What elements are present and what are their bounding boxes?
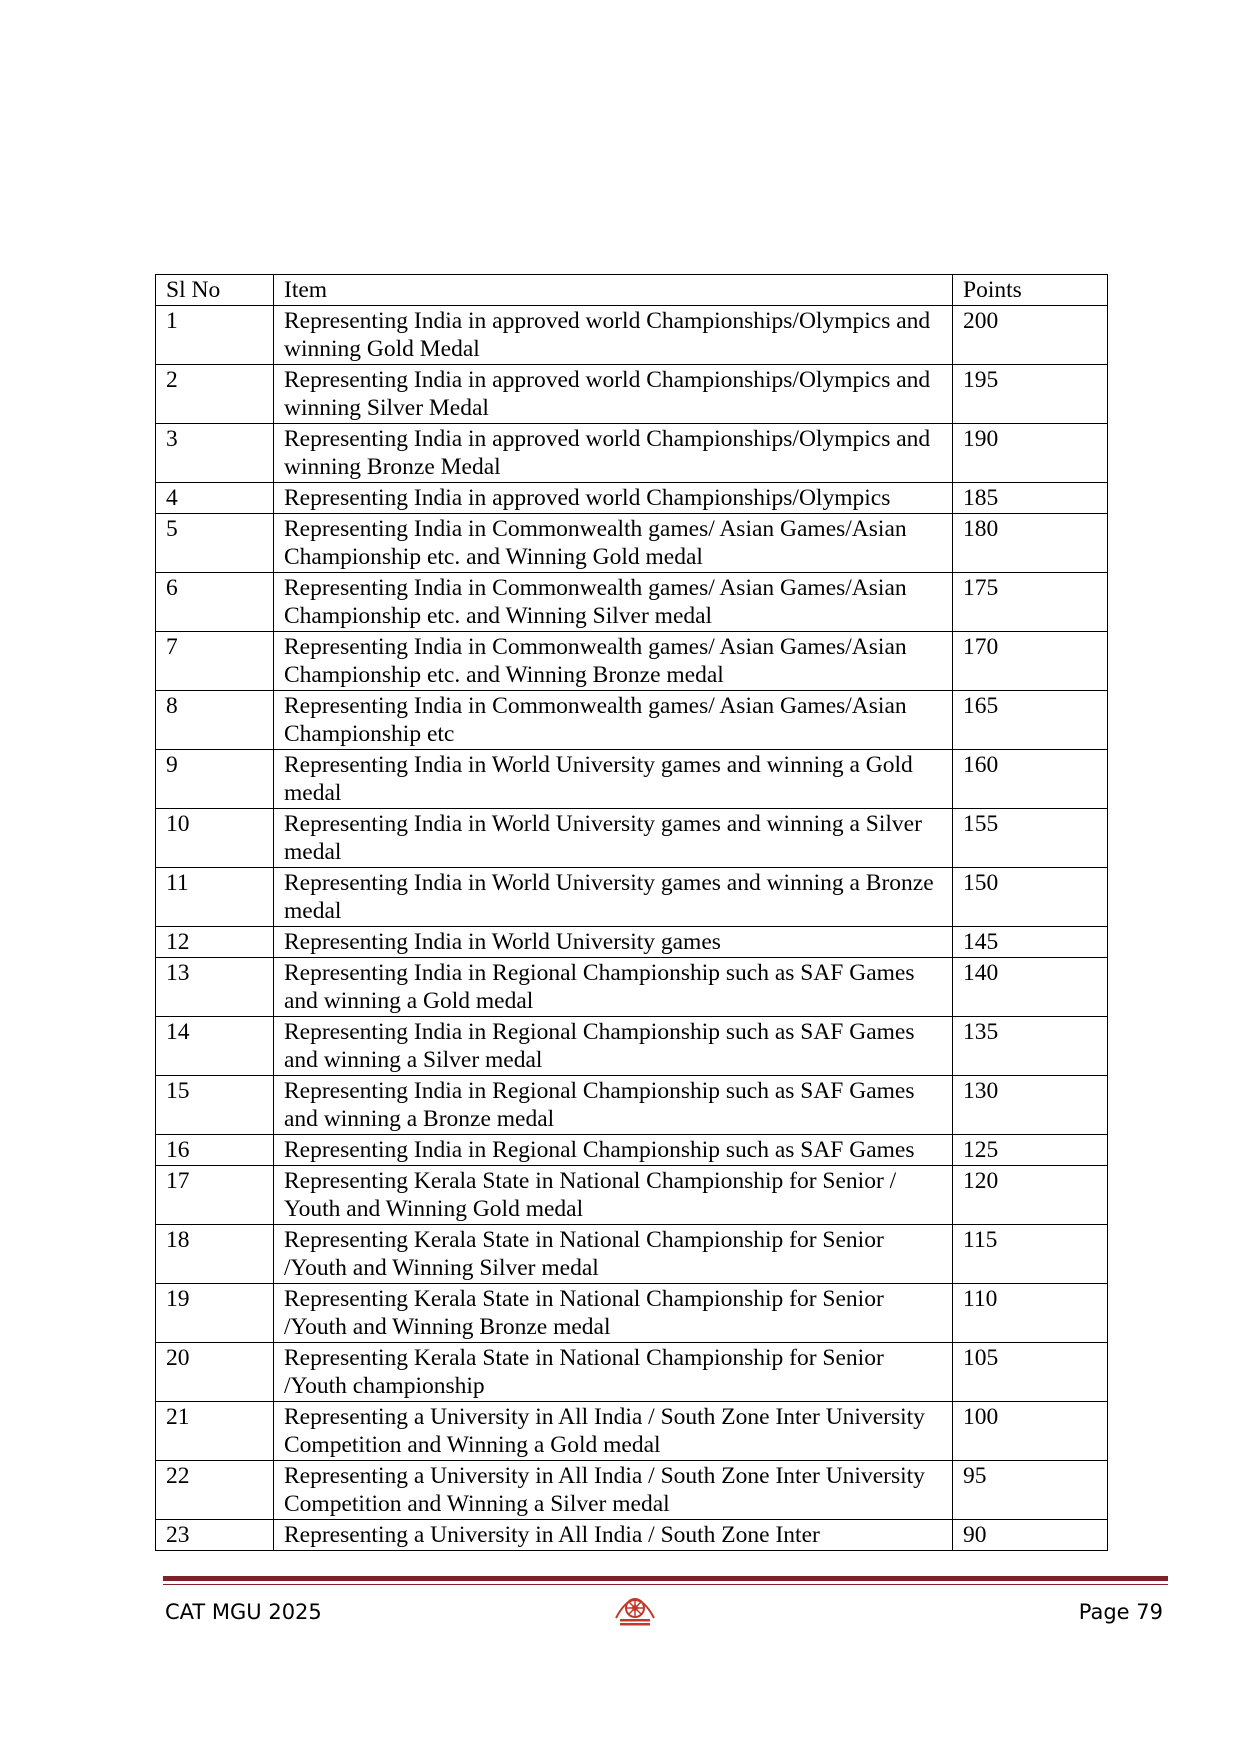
cell-sl-no: 20 <box>156 1343 274 1402</box>
cell-item: Representing India in Commonwealth games/ Asian Games/Asian Championship etc. and Winning Silver medal <box>274 573 953 632</box>
cell-points: 135 <box>953 1017 1108 1076</box>
cell-sl-no: 2 <box>156 365 274 424</box>
cell-points: 190 <box>953 424 1108 483</box>
table-body <box>156 306 1108 1551</box>
table-row <box>156 1017 1108 1076</box>
cell-points: 200 <box>953 306 1108 365</box>
cell-sl-no: 16 <box>156 1135 274 1166</box>
page-number: Page 79 <box>1078 1600 1163 1624</box>
cell-points: 90 <box>953 1520 1108 1551</box>
cell-sl-no: 14 <box>156 1017 274 1076</box>
table-row <box>156 424 1108 483</box>
cell-sl-no: 10 <box>156 809 274 868</box>
cell-item: Representing India in Commonwealth games/ Asian Games/Asian Championship etc <box>274 691 953 750</box>
cell-sl-no: 9 <box>156 750 274 809</box>
cell-sl-no: 4 <box>156 483 274 514</box>
table-row <box>156 1402 1108 1461</box>
header-item: Item <box>274 275 953 306</box>
cell-sl-no: 22 <box>156 1461 274 1520</box>
footer-rule-thick <box>163 1576 1168 1581</box>
table-row <box>156 514 1108 573</box>
cell-points: 145 <box>953 927 1108 958</box>
table-row <box>156 750 1108 809</box>
cell-item: Representing India in Regional Championship such as SAF Games and winning a Bronze medal <box>274 1076 953 1135</box>
cell-points: 110 <box>953 1284 1108 1343</box>
cell-item: Representing India in approved world Championships/Olympics and winning Bronze Medal <box>274 424 953 483</box>
cell-sl-no: 11 <box>156 868 274 927</box>
cell-sl-no: 18 <box>156 1225 274 1284</box>
cell-item: Representing India in approved world Championships/Olympics and winning Silver Medal <box>274 365 953 424</box>
table-row <box>156 1166 1108 1225</box>
cell-item: Representing India in World University games and winning a Bronze medal <box>274 868 953 927</box>
cell-points: 160 <box>953 750 1108 809</box>
table-row <box>156 809 1108 868</box>
cell-item: Representing India in Regional Championship such as SAF Games and winning a Gold medal <box>274 958 953 1017</box>
cell-points: 130 <box>953 1076 1108 1135</box>
table-row <box>156 1225 1108 1284</box>
cell-item: Representing India in approved world Championships/Olympics and winning Gold Medal <box>274 306 953 365</box>
footer-title: CAT MGU 2025 <box>165 1600 322 1624</box>
cell-item: Representing a University in All India / South Zone Inter University Competition and Winning a Silver medal <box>274 1461 953 1520</box>
cell-item: Representing India in approved world Championships/Olympics <box>274 483 953 514</box>
cell-points: 140 <box>953 958 1108 1017</box>
cell-item: Representing India in World University games <box>274 927 953 958</box>
cell-item: Representing India in World University games and winning a Silver medal <box>274 809 953 868</box>
university-emblem-icon <box>612 1588 658 1626</box>
cell-item: Representing India in Commonwealth games/ Asian Games/Asian Championship etc. and Winning Gold medal <box>274 514 953 573</box>
cell-sl-no: 17 <box>156 1166 274 1225</box>
cell-points: 105 <box>953 1343 1108 1402</box>
table-row <box>156 958 1108 1017</box>
table-row <box>156 483 1108 514</box>
cell-sl-no: 19 <box>156 1284 274 1343</box>
cell-item: Representing India in Commonwealth games/ Asian Games/Asian Championship etc. and Winning Bronze medal <box>274 632 953 691</box>
cell-sl-no: 8 <box>156 691 274 750</box>
table-row <box>156 1520 1108 1551</box>
cell-sl-no: 1 <box>156 306 274 365</box>
header-sl-no: Sl No <box>156 275 274 306</box>
cell-sl-no: 5 <box>156 514 274 573</box>
table-row <box>156 632 1108 691</box>
header-points: Points <box>953 275 1108 306</box>
table-row <box>156 1343 1108 1402</box>
cell-sl-no: 13 <box>156 958 274 1017</box>
cell-item: Representing India in Regional Championship such as SAF Games <box>274 1135 953 1166</box>
cell-points: 120 <box>953 1166 1108 1225</box>
cell-item: Representing Kerala State in National Championship for Senior /Youth and Winning Silver medal <box>274 1225 953 1284</box>
table-row <box>156 691 1108 750</box>
table-row <box>156 927 1108 958</box>
cell-points: 115 <box>953 1225 1108 1284</box>
table-row <box>156 573 1108 632</box>
table-row <box>156 1461 1108 1520</box>
cell-points: 150 <box>953 868 1108 927</box>
cell-item: Representing Kerala State in National Championship for Senior /Youth and Winning Bronze medal <box>274 1284 953 1343</box>
cell-points: 170 <box>953 632 1108 691</box>
cell-points: 100 <box>953 1402 1108 1461</box>
cell-item: Representing India in World University games and winning a Gold medal <box>274 750 953 809</box>
cell-points: 175 <box>953 573 1108 632</box>
table-row <box>156 868 1108 927</box>
table-row <box>156 306 1108 365</box>
cell-item: Representing Kerala State in National Championship for Senior / Youth and Winning Gold medal <box>274 1166 953 1225</box>
table-header-row <box>156 275 1108 306</box>
cell-points: 180 <box>953 514 1108 573</box>
table-row <box>156 1076 1108 1135</box>
cell-sl-no: 23 <box>156 1520 274 1551</box>
cell-points: 165 <box>953 691 1108 750</box>
cell-points: 195 <box>953 365 1108 424</box>
cell-sl-no: 21 <box>156 1402 274 1461</box>
cell-points: 185 <box>953 483 1108 514</box>
cell-sl-no: 15 <box>156 1076 274 1135</box>
cell-points: 155 <box>953 809 1108 868</box>
cell-sl-no: 3 <box>156 424 274 483</box>
points-table <box>155 274 1108 1551</box>
cell-sl-no: 12 <box>156 927 274 958</box>
cell-sl-no: 6 <box>156 573 274 632</box>
cell-item: Representing India in Regional Championship such as SAF Games and winning a Silver medal <box>274 1017 953 1076</box>
table-row <box>156 1135 1108 1166</box>
cell-item: Representing a University in All India / South Zone Inter University Competition and Winning a Gold medal <box>274 1402 953 1461</box>
cell-sl-no: 7 <box>156 632 274 691</box>
cell-item: Representing a University in All India / South Zone Inter <box>274 1520 953 1551</box>
table-row <box>156 1284 1108 1343</box>
cell-item: Representing Kerala State in National Championship for Senior /Youth championship <box>274 1343 953 1402</box>
table-row <box>156 365 1108 424</box>
cell-points: 95 <box>953 1461 1108 1520</box>
cell-points: 125 <box>953 1135 1108 1166</box>
footer-rule-thin <box>163 1584 1168 1585</box>
